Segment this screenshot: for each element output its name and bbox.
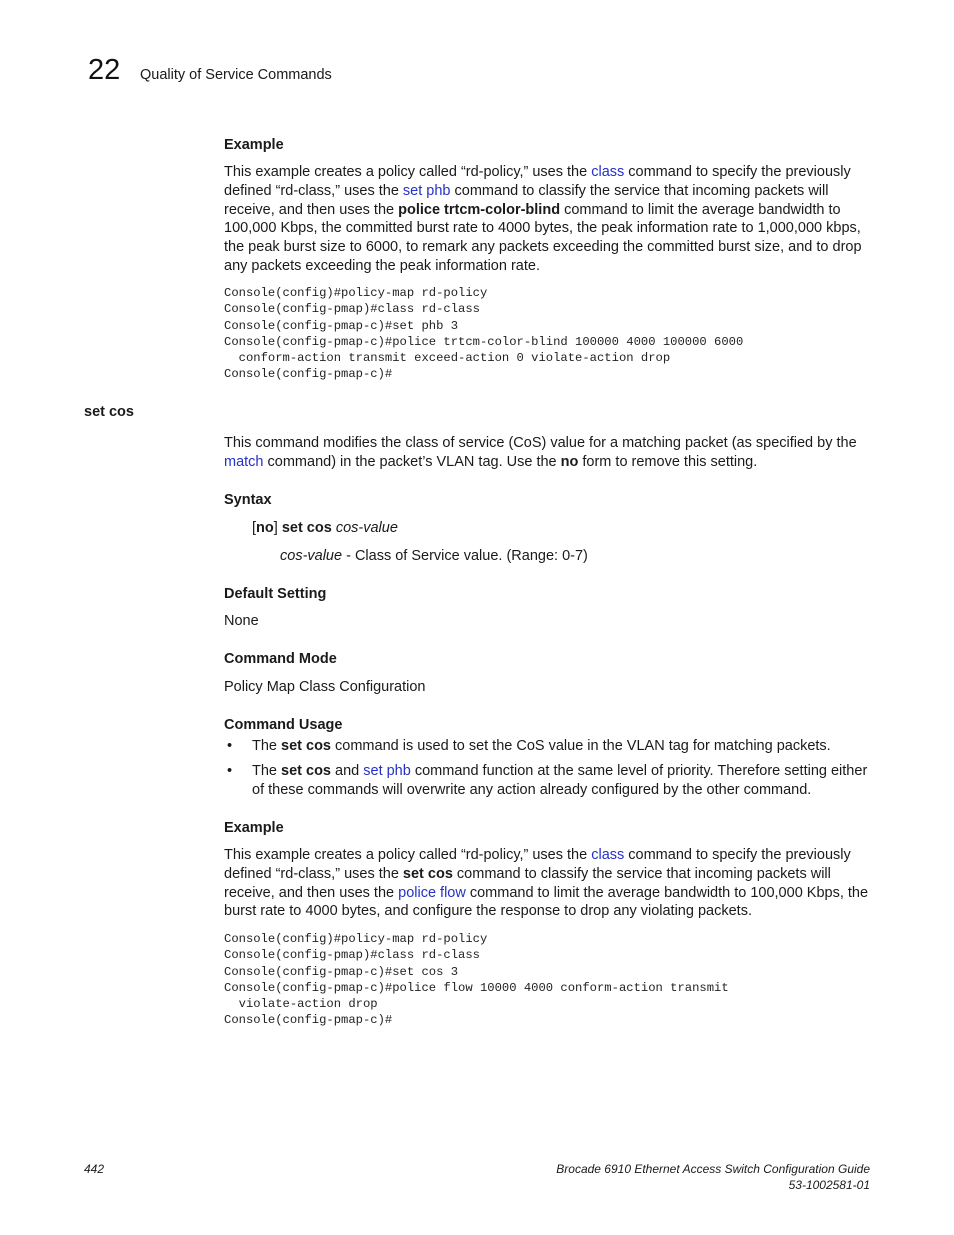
command-usage-heading: Command Usage [224,717,343,733]
example-paragraph: This example creates a policy called “rd-policy,” uses the class command to specify the previously defined “rd-class,” uses the set cos command to classify the service that incoming packets will receive, and then uses the police flow command to limit the average bandwidth to 100,000 Kbps, the burst rate to 4000 bytes, and configure the response to drop any violating packets. [224,847,869,920]
chapter-title: Quality of Service Commands [140,67,332,83]
set-phb-command-link[interactable]: set phb [363,763,411,779]
no-keyword: no [560,453,579,470]
bullet-marker: • [227,738,233,754]
default-setting-value: None [224,613,259,629]
parameter-description: cos-value - Class of Service value. (Range: 0-7) [280,548,588,564]
class-command-link[interactable]: class [591,847,625,863]
police-flow-command-link[interactable]: police flow [398,884,466,901]
bullet-marker: • [227,763,233,779]
set-phb-command-link[interactable]: set phb [402,182,451,199]
example-heading: Example [224,820,284,836]
command-description: This command modifies the class of service (CoS) value for a matching packet (as specified by the match command) in the packet’s VLAN tag. Use the no form to remove this setting. [224,435,857,470]
code-example: Console(config)#policy-map rd-policy Console(config-pmap)#class rd-class Console(config-pmap-c)#set cos 3 Console(config-pmap-c)#police flow 10000 4000 conform-action transmit violate-action drop Console(config-pmap-c)# [224,932,729,1028]
syntax-line: [no] set cos cos-value [252,520,398,536]
usage-item: The set cos and set phb command function at the same level of priority. Therefore setting either of these commands will overwrite any action already configured by the other command. [252,763,868,798]
set-cos-command-name: set cos [402,865,453,882]
command-title: set cos [84,404,134,420]
match-command-link[interactable]: match [224,453,264,470]
code-example: Console(config)#policy-map rd-policy Console(config-pmap)#class rd-class Console(config-pmap-c)#set phb 3 Console(config-pmap-c)#police trtcm-color-blind 100000 4000 100000 6000 conform-action transmit exceed-action 0 violate-action drop Console(config-pmap-c)# [224,286,744,382]
guide-title: Brocade 6910 Ethernet Access Switch Configuration Guide [556,1162,870,1176]
police-command-name: police trtcm-color-blind [398,201,561,218]
page-number: 442 [84,1162,105,1176]
class-command-link[interactable]: class [591,164,625,180]
usage-item: The set cos command is used to set the CoS value in the VLAN tag for matching packets. [252,738,831,754]
chapter-number: 22 [88,54,121,86]
default-setting-heading: Default Setting [224,586,327,602]
example-heading: Example [224,137,284,153]
document-number: 53-1002581-01 [788,1178,870,1192]
syntax-heading: Syntax [224,492,272,508]
command-mode-heading: Command Mode [224,651,337,667]
command-mode-value: Policy Map Class Configuration [224,679,426,695]
example-paragraph: This example creates a policy called “rd-policy,” uses the class command to specify the previously defined “rd-class,” uses the set phb command to classify the service that incoming packets will receive, and then uses the police trtcm-color-blind command to limit the average bandwidth to 100,000 Kbps, the committed burst rate to 4000 bytes, the peak information rate to 1,000,000 kbps, the peak burst size to 6000, to remark any packets exceeding the committed burst size, and to drop any packets exceeding the peak information rate. [224,164,862,274]
